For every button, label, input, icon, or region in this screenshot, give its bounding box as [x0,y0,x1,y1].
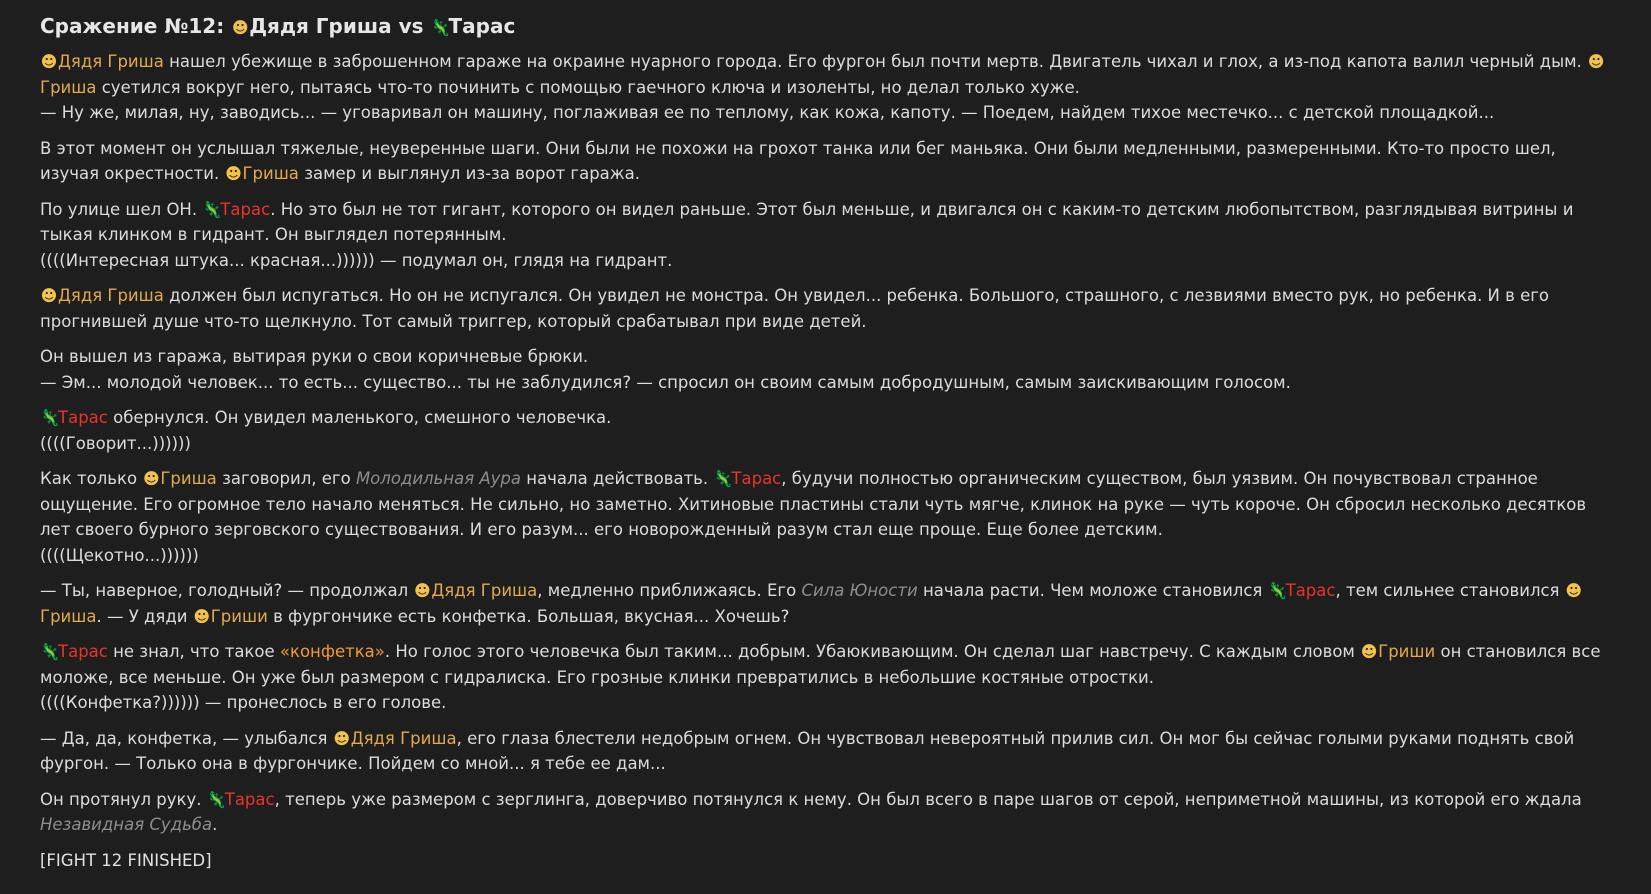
story-text: заговорил, его [222,469,351,488]
story-paragraph [40,136,1620,187]
grisha-name: Дядя Гриша [58,52,164,71]
story-text: , будучи полностью органическим существом, был уязвим. Он почувствовал странное ощущение. Его огромное тело начало меняться. Не сильно, но заметно. Хитиновые пластины стали чуть мягче, клинок на руке — чуть короче. Он сбросил несколько десятков лет своего бурного зерговского существования. И его разум... его новорожденный разум стал еще проще. Еще более детским. [40,469,1587,539]
story-text: должен был испугаться. Но он не испугался. Он увидел не монстра. Он увидел... ребенка. Большого, страшного, с лезвиями вместо рук, но ребенка. И в его прогнившей душе что-то щелкнуло. Тот самый триггер, который срабатывал при виде детей. [40,286,1550,331]
story-text: В этот момент он услышал тяжелые, неуверенные шаги. Они были не похожи на грохот танка или бег маньяка. Они были медленными, размеренными. Кто-то просто шел, изучая окрестности. [40,138,1556,183]
story-text: в фургончике есть конфетка. Большая, вкусная... Хочешь? [273,606,790,626]
story-paragraph [40,639,1620,716]
grisha-name: Дядя Гриша [350,728,457,748]
fighter2-name: Тарас [448,14,516,38]
baby-face-icon: ☻ [1360,642,1378,661]
title-prefix: Сражение №12: [40,14,225,38]
dialogue-line: — Ты, наверное, голодный? — продолжал [40,581,409,600]
baby-face-icon: ☻ [1565,581,1583,600]
story-text: не знал, что такое [113,642,275,661]
story-text: . [212,815,218,834]
story-text: По улице шел ОН. [40,199,198,219]
baby-face-icon: ☻ [1587,52,1605,71]
story-text: Как только [40,469,138,488]
versus-label: vs [398,14,424,38]
thought-line: ((((Говорит...)))))) [40,433,191,453]
story-text: суетился вокруг него, пытаясь что-то починить с помощью гаечного ключа и изоленты, но делал только хуже. [101,77,1080,97]
grisha-name: Гриши [1378,642,1436,661]
story-text: , тем сильнее становился [1335,581,1560,600]
thought-line: ((((Интересная штука... красная...)))))) — подумал он, глядя на гидрант. [40,250,673,270]
story-paragraph [40,466,1620,568]
baby-face-icon: ☻ [225,164,242,183]
grisha-name: Гриши [210,606,268,626]
fighter1-name: Дядя Гриша [249,14,392,38]
story-paragraph [40,787,1620,838]
baby-face-icon: ☻ [193,606,211,626]
taras-name: Тарас [1285,581,1336,600]
story-paragraph [40,197,1620,274]
lizard-icon: 🦎 [713,469,734,488]
lizard-icon: 🦎 [40,408,60,427]
baby-face-icon: ☻ [414,581,431,600]
story-text: , теперь уже размером с зерглинга, доверчиво потянулся к нему. Он был всего в паре шагов от серой, неприметной машины, из которой его ждала [274,789,1582,809]
grisha-name: Гриша [160,469,217,488]
lizard-icon: 🦎 [206,789,227,809]
story-text: Он протянул руку. [40,789,202,809]
fight-finished-status: [FIGHT 12 FINISHED] [40,850,212,870]
baby-face-icon: ☻ [142,469,160,488]
baby-face-icon: ☻ [333,728,351,748]
dialogue-line: — Ну же, милая, ну, заводись... — уговаривал он машину, поглаживая ее по теплому, как кожа, капоту. — Поедем, найдем тихое местечко... с детской площадкой... [40,103,1495,122]
lizard-icon: 🦎 [40,642,60,661]
dialogue-line: — Эм... молодой человек... то есть... существо... ты не заблудился? — спросил он своим самым добродушным, самым заискивающим голосом. [40,372,1291,392]
taras-name: Тарас [58,408,108,427]
taras-name: Тарас [220,199,271,219]
lizard-icon: 🦎 [202,199,223,219]
story-paragraph [40,578,1620,629]
grisha-name: Гриша [242,164,299,183]
story-text: . — У дяди [96,606,188,626]
ability-name: Сила Юности [801,581,918,600]
grisha-name: Гриша [40,606,97,626]
story-paragraph [40,344,1620,395]
ability-name: Молодильная Аура [355,469,522,488]
story-text: начала расти. Чем моложе становился [922,581,1263,600]
taras-name: Тарас [224,789,275,809]
story-text: , медленно приближаясь. Его [537,581,797,600]
ability-name: Незавидная Судьба [40,815,213,834]
candy-term: «конфетка» [279,642,385,661]
thought-line: ((((Конфетка?)))))) — пронеслось в его голове. [40,693,447,712]
baby-face-icon: ☻ [231,18,249,37]
grisha-name: Дядя Гриша [58,286,164,305]
story-text: он становился все моложе, все меньше. Он уже был размером с гидралиска. Его грозные клинки превратились в небольшие костяные отростки. [40,642,1601,687]
story-paragraph [40,283,1620,334]
story-text: Он вышел из гаража, вытирая руки о свои коричневые брюки. [40,347,589,366]
dialogue-line: — Да, да, конфетка, — улыбался [40,728,328,748]
story-paragraph [40,49,1620,126]
story-text: , его глаза блестели недобрым огнем. Он чувствовал невероятный прилив сил. Он мог бы сейчас голыми руками поднять свой фургон. — Только она в фургончике. Пойдем со мной... я тебе ее дам... [40,728,1575,773]
page-title [40,12,1620,40]
story-paragraph [40,726,1620,777]
story-paragraph [40,405,1620,456]
grisha-name: Дядя Гриша [431,581,538,600]
story-text: замер и выглянул из-за ворот гаража. [304,164,641,183]
battle-log [40,12,1620,883]
story-text: обернулся. Он увидел маленького, смешного человечка. [113,408,612,427]
story-text: . Но голос этого человечка был таким... добрым. Убаюкивающим. Он сделал шаг навстречу. С каждым словом [384,642,1355,661]
lizard-icon: 🦎 [1267,581,1288,600]
story-text: . Но это был не тот гигант, которого он видел раньше. Этот был меньше, и двигался он с каким-то детским любопытством, разглядывая витрины и тыкая клинком в гидрант. Он выглядел потерянным. [40,199,1574,244]
story-text: нашел убежище в заброшенном гараже на окраине нуарного города. Его фургон был почти мертв. Двигатель чихал и глох, а из-под капота валил черный дым. [169,52,1582,71]
story-text: начала действовать. [526,469,709,488]
lizard-icon: 🦎 [430,18,451,37]
taras-name: Тарас [731,469,782,488]
grisha-name: Гриша [40,77,97,97]
baby-face-icon: ☻ [40,52,58,71]
baby-face-icon: ☻ [40,286,58,305]
thought-line: ((((Щекотно...)))))) [40,545,199,565]
taras-name: Тарас [58,642,108,661]
